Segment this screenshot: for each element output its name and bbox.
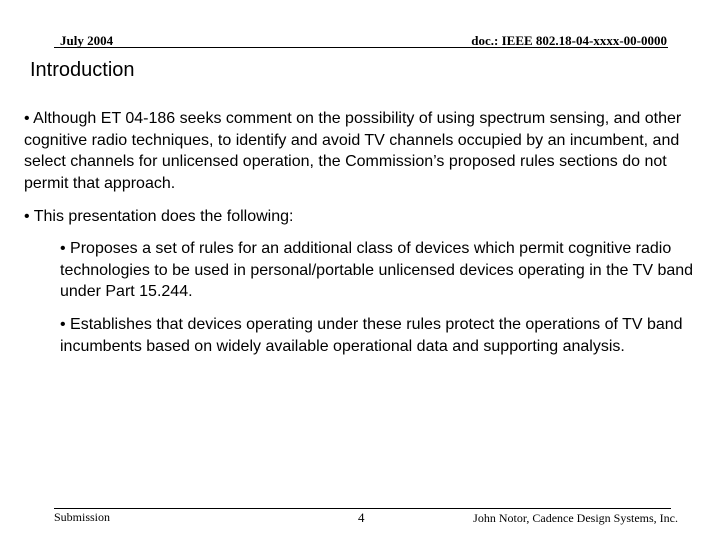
footer-divider (54, 508, 671, 509)
slide-title: Introduction (30, 59, 135, 81)
bullet-1: • Although ET 04-186 seeks comment on the possibility of using spectrum sensing, and other cognitive radio techniques, to identify and avoid TV channels occupied by an incumbent, and select channels for unlicensed operation, the Commission’s proposed rules sections do not permit that approach. (24, 110, 682, 192)
footer-author: John Notor, Cadence Design Systems, Inc. (473, 511, 678, 525)
sub-bullet-1: • Proposes a set of rules for an additional class of devices which permit cognitive radio technologies to be used in personal/portable unlicensed devices operating in the TV band under Part 15.244. (60, 240, 694, 300)
header-divider (54, 47, 668, 48)
header-date: July 2004 (60, 33, 114, 48)
footer-submission: Submission (54, 510, 111, 524)
page-number: 4 (358, 510, 365, 525)
bullet-2: • This presentation does the following: (24, 208, 294, 225)
header-doc-id: doc.: IEEE 802.18-04-xxxx-00-0000 (471, 33, 667, 48)
sub-bullet-2: • Establishes that devices operating under these rules protect the operations of TV band incumbents based on widely available operational data and supporting analysis. (60, 316, 683, 355)
